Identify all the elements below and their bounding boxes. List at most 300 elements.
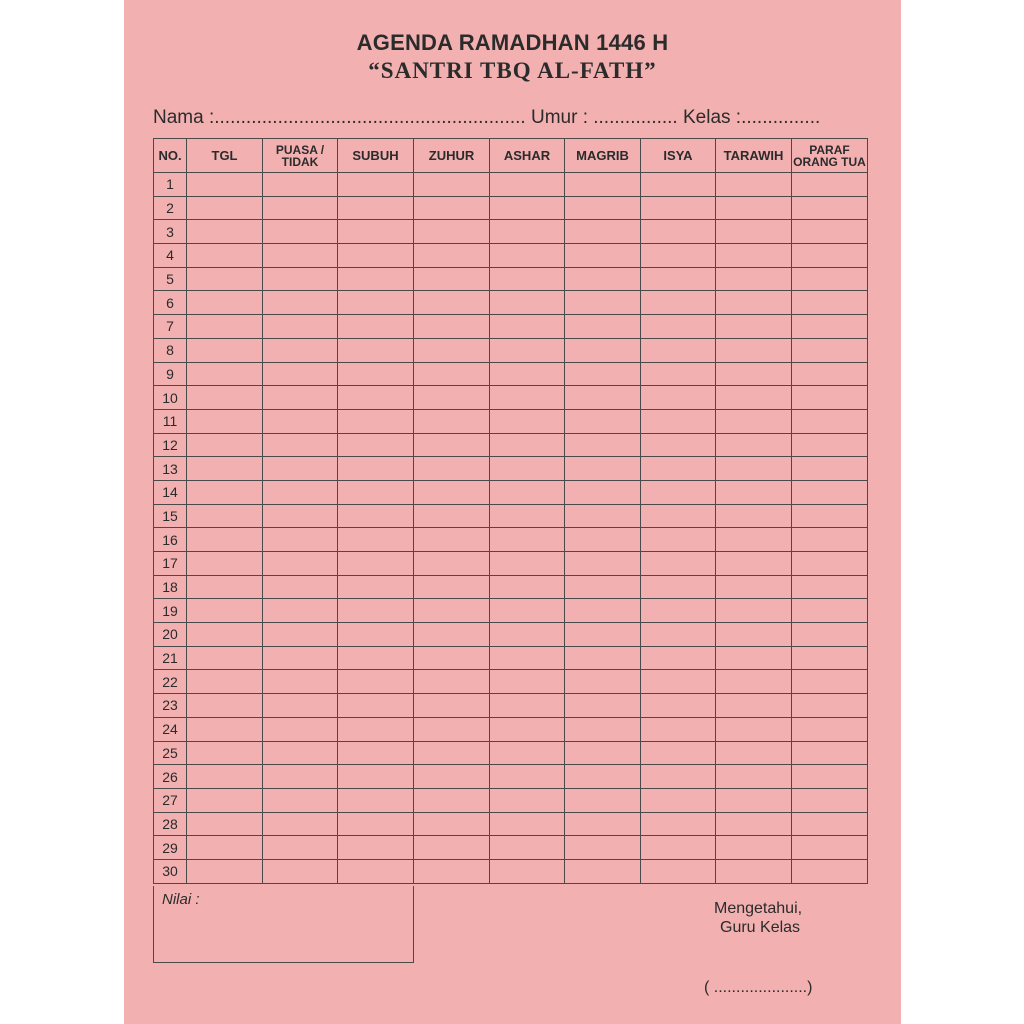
cell-magrib (565, 717, 641, 741)
cell-zuhur (414, 812, 490, 836)
col-header-puasa-line1: PUASA / (275, 142, 325, 157)
cell-ashar (490, 362, 565, 386)
cell-subuh (338, 765, 414, 789)
cell-puasa (263, 717, 338, 741)
cell-paraf (792, 409, 868, 433)
cell-magrib (565, 552, 641, 576)
cell-subuh (338, 433, 414, 457)
cell-subuh (338, 480, 414, 504)
cell-puasa (263, 291, 338, 315)
col-header-zuhur: ZUHUR (414, 139, 490, 173)
cell-tgl (187, 694, 263, 718)
cell-tgl (187, 836, 263, 860)
cell-puasa (263, 694, 338, 718)
table-row (154, 859, 868, 883)
cell-magrib (565, 362, 641, 386)
cell-puasa (263, 670, 338, 694)
cell-zuhur (414, 267, 490, 291)
cell-magrib (565, 386, 641, 410)
cell-paraf (792, 291, 868, 315)
cell-isya (641, 788, 716, 812)
cell-tgl (187, 267, 263, 291)
row-number: 7 (154, 315, 187, 339)
cell-magrib (565, 409, 641, 433)
cell-magrib (565, 457, 641, 481)
document-subtitle: “SANTRI TBQ AL-FATH” (368, 58, 657, 83)
cell-magrib (565, 812, 641, 836)
cell-tgl (187, 409, 263, 433)
cell-paraf (792, 173, 868, 197)
cell-paraf (792, 599, 868, 623)
row-number: 13 (154, 457, 187, 481)
table-row (154, 338, 868, 362)
row-number: 25 (154, 741, 187, 765)
cell-zuhur (414, 717, 490, 741)
cell-isya (641, 457, 716, 481)
attendance-table (153, 138, 868, 884)
cell-ashar (490, 291, 565, 315)
table-row (154, 694, 868, 718)
cell-paraf (792, 552, 868, 576)
cell-paraf (792, 196, 868, 220)
cell-puasa (263, 812, 338, 836)
cell-ashar (490, 173, 565, 197)
cell-zuhur (414, 409, 490, 433)
cell-ashar (490, 788, 565, 812)
cell-ashar (490, 552, 565, 576)
cell-magrib (565, 575, 641, 599)
cell-isya (641, 812, 716, 836)
cell-ashar (490, 646, 565, 670)
cell-ashar (490, 741, 565, 765)
table-header-row (154, 139, 868, 173)
cell-subuh (338, 859, 414, 883)
cell-subuh (338, 173, 414, 197)
table-row (154, 315, 868, 339)
row-number: 19 (154, 599, 187, 623)
row-number: 8 (154, 338, 187, 362)
cell-magrib (565, 528, 641, 552)
cell-tgl (187, 244, 263, 268)
cell-ashar (490, 315, 565, 339)
cell-subuh (338, 836, 414, 860)
cell-tarawih (716, 244, 792, 268)
cell-puasa (263, 646, 338, 670)
cell-puasa (263, 457, 338, 481)
cell-zuhur (414, 788, 490, 812)
cell-puasa (263, 765, 338, 789)
cell-zuhur (414, 504, 490, 528)
cell-ashar (490, 244, 565, 268)
table-row (154, 433, 868, 457)
row-number: 15 (154, 504, 187, 528)
row-number: 10 (154, 386, 187, 410)
cell-tgl (187, 670, 263, 694)
cell-isya (641, 528, 716, 552)
cell-paraf (792, 480, 868, 504)
table-row (154, 528, 868, 552)
row-number: 3 (154, 220, 187, 244)
row-number: 22 (154, 670, 187, 694)
cell-paraf (792, 504, 868, 528)
table-row (154, 196, 868, 220)
cell-ashar (490, 220, 565, 244)
col-header-no: NO. (154, 139, 187, 173)
cell-subuh (338, 646, 414, 670)
row-number: 16 (154, 528, 187, 552)
student-info-line: Nama :........................................................... Umur : ................ Kelas :............... (153, 107, 821, 128)
cell-tarawih (716, 457, 792, 481)
cell-magrib (565, 788, 641, 812)
cell-paraf (792, 646, 868, 670)
cell-ashar (490, 504, 565, 528)
nilai-label: Nilai : (162, 891, 200, 908)
table-row (154, 765, 868, 789)
cell-subuh (338, 362, 414, 386)
cell-magrib (565, 291, 641, 315)
cell-puasa (263, 480, 338, 504)
cell-isya (641, 836, 716, 860)
cell-subuh (338, 812, 414, 836)
row-number: 23 (154, 694, 187, 718)
col-header-magrib: MAGRIB (565, 139, 641, 173)
cell-isya (641, 267, 716, 291)
row-number: 12 (154, 433, 187, 457)
cell-subuh (338, 741, 414, 765)
nilai-box (153, 886, 414, 963)
cell-subuh (338, 623, 414, 647)
cell-isya (641, 694, 716, 718)
row-number: 6 (154, 291, 187, 315)
cell-ashar (490, 409, 565, 433)
cell-magrib (565, 741, 641, 765)
cell-tarawih (716, 267, 792, 291)
cell-tarawih (716, 338, 792, 362)
col-header-tgl: TGL (187, 139, 263, 173)
table-row (154, 552, 868, 576)
table-row (154, 504, 868, 528)
cell-ashar (490, 338, 565, 362)
cell-puasa (263, 552, 338, 576)
cell-zuhur (414, 480, 490, 504)
cell-ashar (490, 575, 565, 599)
cell-zuhur (414, 315, 490, 339)
row-number: 5 (154, 267, 187, 291)
table-row (154, 291, 868, 315)
cell-tgl (187, 315, 263, 339)
cell-magrib (565, 623, 641, 647)
cell-tarawih (716, 599, 792, 623)
table-row (154, 717, 868, 741)
table-row (154, 244, 868, 268)
cell-zuhur (414, 859, 490, 883)
cell-tgl (187, 812, 263, 836)
table-row (154, 173, 868, 197)
cell-tarawih (716, 173, 792, 197)
cell-subuh (338, 670, 414, 694)
cell-isya (641, 409, 716, 433)
cell-puasa (263, 338, 338, 362)
table-row (154, 670, 868, 694)
cell-magrib (565, 173, 641, 197)
cell-isya (641, 480, 716, 504)
cell-magrib (565, 338, 641, 362)
cell-paraf (792, 623, 868, 647)
cell-tarawih (716, 788, 792, 812)
cell-tarawih (716, 409, 792, 433)
table-row (154, 812, 868, 836)
table-row (154, 220, 868, 244)
cell-magrib (565, 480, 641, 504)
cell-zuhur (414, 694, 490, 718)
cell-tgl (187, 338, 263, 362)
row-number: 2 (154, 196, 187, 220)
cell-magrib (565, 504, 641, 528)
cell-ashar (490, 457, 565, 481)
cell-magrib (565, 196, 641, 220)
cell-magrib (565, 244, 641, 268)
cell-paraf (792, 433, 868, 457)
row-number: 4 (154, 244, 187, 268)
cell-subuh (338, 528, 414, 552)
cell-zuhur (414, 244, 490, 268)
cell-tgl (187, 362, 263, 386)
cell-puasa (263, 599, 338, 623)
cell-zuhur (414, 457, 490, 481)
cell-tarawih (716, 670, 792, 694)
cell-tarawih (716, 741, 792, 765)
cell-ashar (490, 765, 565, 789)
document-title: AGENDA RAMADHAN 1446 H (356, 30, 669, 55)
cell-subuh (338, 552, 414, 576)
row-number: 27 (154, 788, 187, 812)
cell-magrib (565, 765, 641, 789)
cell-subuh (338, 457, 414, 481)
table-row (154, 599, 868, 623)
cell-paraf (792, 717, 868, 741)
cell-tgl (187, 788, 263, 812)
col-header-paraf-line2: ORANG TUA (793, 154, 866, 169)
cell-zuhur (414, 623, 490, 647)
table-row (154, 480, 868, 504)
cell-puasa (263, 575, 338, 599)
cell-magrib (565, 433, 641, 457)
table-row (154, 741, 868, 765)
cell-paraf (792, 338, 868, 362)
cell-isya (641, 504, 716, 528)
cell-subuh (338, 267, 414, 291)
row-number: 24 (154, 717, 187, 741)
cell-tgl (187, 552, 263, 576)
cell-subuh (338, 717, 414, 741)
cell-tgl (187, 480, 263, 504)
table-row (154, 646, 868, 670)
cell-magrib (565, 646, 641, 670)
cell-ashar (490, 670, 565, 694)
table-row (154, 836, 868, 860)
cell-magrib (565, 859, 641, 883)
table-row (154, 623, 868, 647)
row-number: 30 (154, 859, 187, 883)
cell-tgl (187, 623, 263, 647)
cell-paraf (792, 362, 868, 386)
cell-ashar (490, 433, 565, 457)
row-number: 20 (154, 623, 187, 647)
cell-zuhur (414, 575, 490, 599)
cell-ashar (490, 480, 565, 504)
cell-isya (641, 717, 716, 741)
cell-puasa (263, 362, 338, 386)
cell-puasa (263, 623, 338, 647)
cell-isya (641, 173, 716, 197)
cell-zuhur (414, 765, 490, 789)
cell-tarawih (716, 291, 792, 315)
cell-tarawih (716, 859, 792, 883)
table-body (154, 173, 868, 884)
cell-paraf (792, 315, 868, 339)
cell-paraf (792, 457, 868, 481)
cell-ashar (490, 836, 565, 860)
cell-tgl (187, 173, 263, 197)
cell-subuh (338, 788, 414, 812)
cell-puasa (263, 788, 338, 812)
cell-paraf (792, 741, 868, 765)
cell-zuhur (414, 670, 490, 694)
cell-tarawih (716, 694, 792, 718)
table-row (154, 362, 868, 386)
cell-magrib (565, 670, 641, 694)
row-number: 28 (154, 812, 187, 836)
cell-tgl (187, 859, 263, 883)
cell-ashar (490, 599, 565, 623)
cell-zuhur (414, 291, 490, 315)
cell-zuhur (414, 599, 490, 623)
cell-isya (641, 741, 716, 765)
cell-tgl (187, 717, 263, 741)
row-number: 11 (154, 409, 187, 433)
cell-tarawih (716, 528, 792, 552)
cell-tarawih (716, 433, 792, 457)
cell-isya (641, 244, 716, 268)
cell-ashar (490, 267, 565, 291)
cell-ashar (490, 528, 565, 552)
table-row (154, 788, 868, 812)
cell-isya (641, 220, 716, 244)
cell-ashar (490, 812, 565, 836)
row-number: 14 (154, 480, 187, 504)
cell-zuhur (414, 552, 490, 576)
cell-tgl (187, 291, 263, 315)
cell-tgl (187, 386, 263, 410)
cell-isya (641, 315, 716, 339)
cell-isya (641, 386, 716, 410)
cell-puasa (263, 386, 338, 410)
cell-isya (641, 338, 716, 362)
table-row (154, 575, 868, 599)
cell-puasa (263, 528, 338, 552)
col-header-puasa (263, 139, 338, 173)
cell-isya (641, 291, 716, 315)
cell-puasa (263, 244, 338, 268)
cell-subuh (338, 386, 414, 410)
cell-paraf (792, 528, 868, 552)
cell-subuh (338, 575, 414, 599)
row-number: 21 (154, 646, 187, 670)
cell-paraf (792, 765, 868, 789)
cell-tarawih (716, 646, 792, 670)
cell-puasa (263, 220, 338, 244)
col-header-subuh: SUBUH (338, 139, 414, 173)
cell-isya (641, 196, 716, 220)
cell-tarawih (716, 623, 792, 647)
acknowledgement-line2: Guru Kelas (720, 919, 801, 936)
cell-isya (641, 859, 716, 883)
cell-zuhur (414, 741, 490, 765)
cell-zuhur (414, 528, 490, 552)
col-header-puasa-line2: TIDAK (281, 154, 319, 169)
cell-zuhur (414, 362, 490, 386)
cell-ashar (490, 386, 565, 410)
acknowledgement-line1: Mengetahui, (714, 900, 803, 917)
cell-paraf (792, 788, 868, 812)
cell-tarawih (716, 362, 792, 386)
col-header-tarawih: TARAWIH (716, 139, 792, 173)
cell-magrib (565, 267, 641, 291)
cell-tarawih (716, 196, 792, 220)
cell-tgl (187, 765, 263, 789)
cell-tgl (187, 599, 263, 623)
cell-paraf (792, 836, 868, 860)
table-row (154, 457, 868, 481)
cell-isya (641, 552, 716, 576)
table-row (154, 386, 868, 410)
cell-tarawih (716, 386, 792, 410)
cell-tarawih (716, 480, 792, 504)
cell-isya (641, 623, 716, 647)
cell-magrib (565, 220, 641, 244)
cell-puasa (263, 504, 338, 528)
cell-subuh (338, 599, 414, 623)
cell-paraf (792, 267, 868, 291)
row-number: 17 (154, 552, 187, 576)
cell-isya (641, 670, 716, 694)
cell-puasa (263, 196, 338, 220)
cell-tgl (187, 457, 263, 481)
cell-tarawih (716, 575, 792, 599)
cell-zuhur (414, 646, 490, 670)
cell-zuhur (414, 196, 490, 220)
cell-subuh (338, 244, 414, 268)
cell-paraf (792, 386, 868, 410)
cell-paraf (792, 575, 868, 599)
cell-zuhur (414, 433, 490, 457)
cell-tarawih (716, 765, 792, 789)
cell-subuh (338, 694, 414, 718)
cell-magrib (565, 694, 641, 718)
cell-tgl (187, 196, 263, 220)
cell-paraf (792, 670, 868, 694)
cell-tarawih (716, 836, 792, 860)
cell-subuh (338, 291, 414, 315)
row-number: 1 (154, 173, 187, 197)
cell-puasa (263, 433, 338, 457)
cell-zuhur (414, 338, 490, 362)
cell-paraf (792, 694, 868, 718)
cell-tgl (187, 741, 263, 765)
cell-puasa (263, 315, 338, 339)
cell-subuh (338, 409, 414, 433)
row-number: 18 (154, 575, 187, 599)
